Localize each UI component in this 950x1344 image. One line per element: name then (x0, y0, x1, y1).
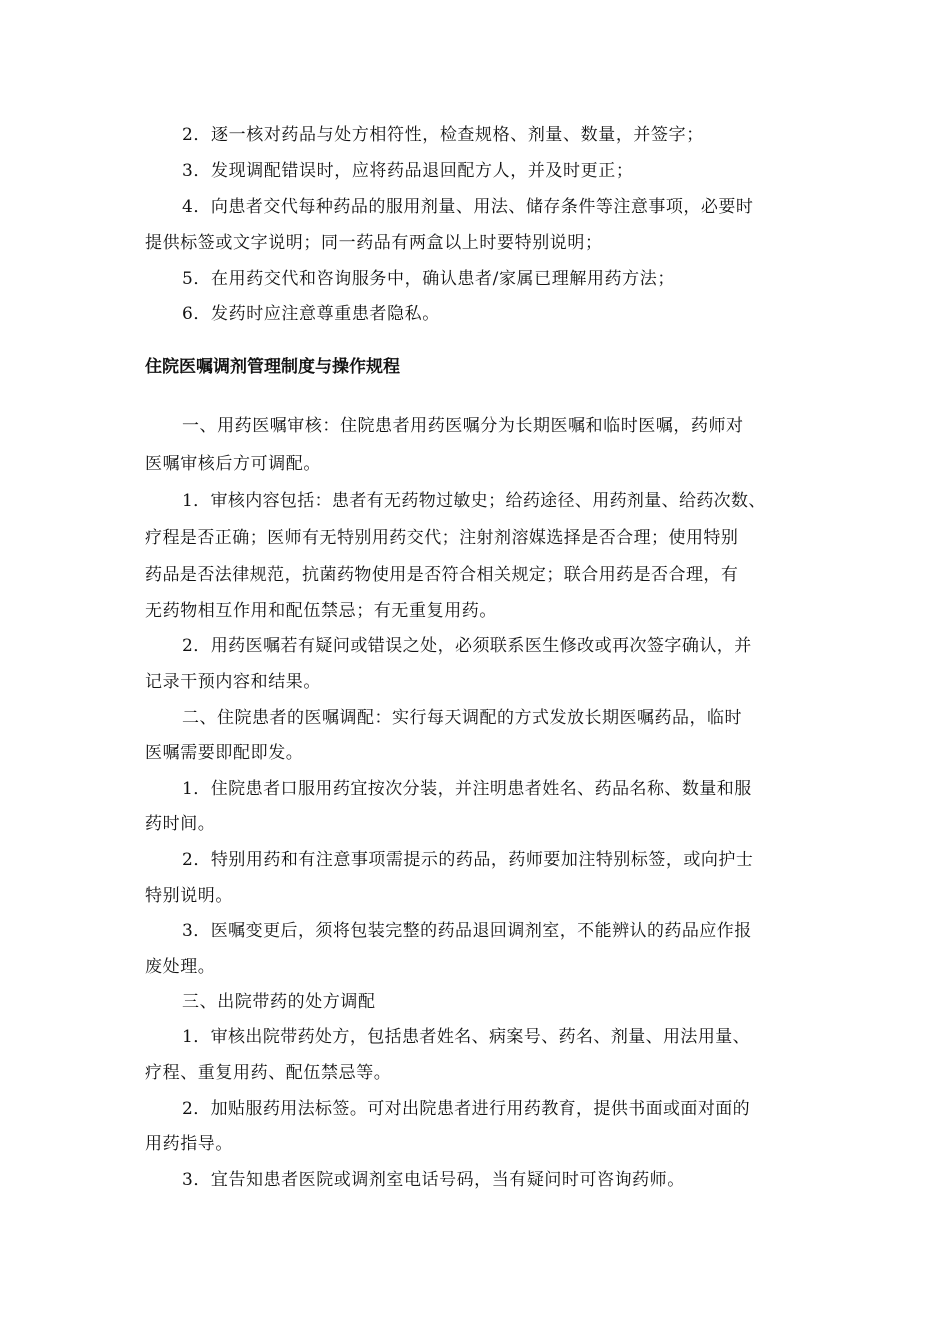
paragraph-line: 2．加贴服药用法标签。可对出院患者进行用药教育，提供书面或面对面的 (182, 1099, 751, 1119)
paragraph-line: 疗程是否正确；医师有无特别用药交代；注射剂溶媒选择是否合理；使用特别 (145, 528, 739, 548)
paragraph-line: 4．向患者交代每种药品的服用剂量、用法、储存条件等注意事项，必要时 (182, 197, 754, 217)
paragraph-line: 医嘱需要即配即发。 (145, 743, 304, 763)
paragraph-line: 6．发药时应注意尊重患者隐私。 (182, 304, 440, 324)
paragraph-line: 3．医嘱变更后，须将包装完整的药品退回调剂室，不能辨认的药品应作报 (182, 921, 752, 941)
paragraph-line: 5．在用药交代和咨询服务中，确认患者/家属已理解用药方法； (182, 269, 675, 289)
paragraph-line: 2．用药医嘱若有疑问或错误之处，必须联系医生修改或再次签字确认，并 (182, 636, 752, 656)
paragraph-line: 废处理。 (145, 957, 216, 977)
paragraph-line: 提供标签或文字说明；同一药品有两盒以上时要特别说明； (145, 233, 603, 253)
paragraph-line: 医嘱审核后方可调配。 (145, 454, 321, 474)
paragraph-line: 三、出院带药的处方调配 (182, 992, 376, 1012)
section-title: 住院医嘱调剂管理制度与操作规程 (145, 357, 400, 377)
paragraph-line: 1．住院患者口服用药宜按次分装，并注明患者姓名、药品名称、数量和服 (182, 779, 752, 799)
paragraph-line: 记录干预内容和结果。 (145, 672, 321, 692)
paragraph-line: 药时间。 (145, 814, 216, 834)
paragraph-line: 特别说明。 (145, 886, 233, 906)
paragraph-line: 药品是否法律规范，抗菌药物使用是否符合相关规定；联合用药是否合理，有 (145, 565, 739, 585)
paragraph-line: 3．宜告知患者医院或调剂室电话号码，当有疑问时可咨询药师。 (182, 1170, 685, 1190)
paragraph-line: 1．审核内容包括：患者有无药物过敏史；给药途径、用药剂量、给药次数、 (182, 491, 766, 511)
paragraph-line: 疗程、重复用药、配伍禁忌等。 (145, 1063, 392, 1083)
paragraph-line: 1．审核出院带药处方，包括患者姓名、病案号、药名、剂量、用法用量、 (182, 1027, 751, 1047)
paragraph-line: 一、用药医嘱审核：住院患者用药医嘱分为长期医嘱和临时医嘱，药师对 (182, 416, 744, 436)
paragraph-line: 用药指导。 (145, 1134, 233, 1154)
paragraph-line: 2．逐一核对药品与处方相符性，检查规格、剂量、数量，并签字； (182, 125, 704, 145)
paragraph-line: 二、住院患者的医嘱调配：实行每天调配的方式发放长期医嘱药品，临时 (182, 708, 742, 728)
paragraph-line: 3．发现调配错误时，应将药品退回配方人，并及时更正； (182, 161, 634, 181)
paragraph-line: 无药物相互作用和配伍禁忌；有无重复用药。 (145, 601, 497, 621)
paragraph-line: 2．特别用药和有注意事项需提示的药品，药师要加注特别标签，或向护士 (182, 850, 754, 870)
